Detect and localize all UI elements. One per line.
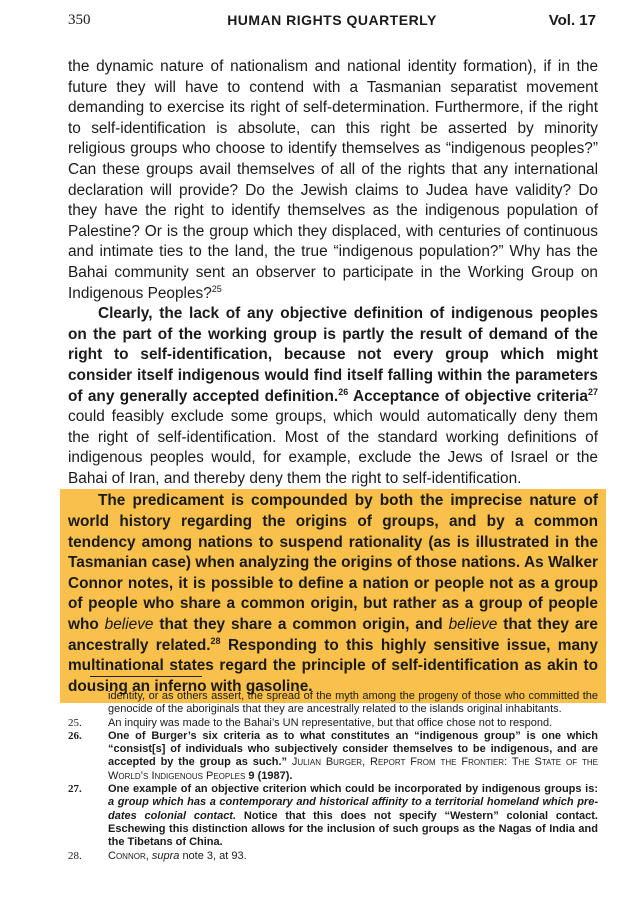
emphasis-believe-2: believe [448, 616, 498, 634]
footnote-ref-27[interactable]: 27 [587, 386, 598, 397]
paragraph-3 [68, 491, 598, 697]
running-header [68, 12, 596, 34]
paragraph-2-bold-text: Clearly, the lack of any objective definition of indigenous peoples on the part of the working group is partly the result of demand of the right to self-identification, because not every group which might consider itself indigenous would find itself falling within the parameters of any generally accepted definition. [68, 305, 598, 405]
paragraph-1-text: the dynamic nature of nationalism and national identity formation), if in the future they will have to contend with a Tasmanian separatist movement demanding to exercise its right of self-determination. Furthermore, if the right to self-identification is absolute, can this right be asserted by minority religious groups who choose to identify themselves as “indigenous peoples?” Can these groups avail themselves of all of the rights that any international declaration will provide? Do the Jewish claims to Judea have validity? Do they have the right to identify themselves as the indigenous population of Palestine? Or is the group which they displaced, with centuries of continuous and intimate ties to the land, the true “indigenous population?” Why has the Bahai community sent an observer to participate in the Working Group on Indigenous Peoples? [68, 58, 598, 302]
footnote-number: 25. [68, 716, 82, 729]
footnote-emphasis: a group which has a contemporary and historical affinity to a territorial homeland which pre-dates colonial contact. [108, 796, 598, 822]
footnote-text: One example of an objective criterion which could be incorporated by indigenous groups is: [108, 783, 598, 796]
footnote-ref-28[interactable]: 28 [210, 635, 221, 646]
paragraph-1 [68, 57, 598, 304]
footnote-text-2: Notice that this does not specify “Western” colonial contact. Eschewing this distinction allows for the inclusion of such groups as the Nagas of India and the Tibetans of China. [108, 809, 598, 849]
footnote-27 [68, 783, 598, 849]
paragraph-3-text-c: that they are ancestrally related. [68, 616, 598, 654]
citation-detail: note 3, at 93. [182, 849, 247, 862]
paragraph-3-text-a: The predicament is compounded by both the imprecise nature of world history regarding the origins of groups, and by a common tendency among nations to suspend rationality (as is illustrated in the Tasmanian case) when analyzing the origins of those nations. As Walker Connor notes, it is possible to define a nation or people not as a group of people who share a common origin, but rather as a group of people who [68, 492, 598, 634]
citation-source: Julian Burger, Report From the Frontier: The State of the World’s Indigenous Peoples [108, 756, 598, 782]
paragraph-2-bold-text-2: Acceptance of objective criteria [353, 387, 588, 405]
paragraph-3-text-d: Responding to this highly sensitive issue, many multinational states regard the principle of self-identification as akin to dousing an inferno with gasoline. [68, 636, 598, 695]
footnote-text: One of Burger’s six criteria as to what constitutes an “indigenous group” is one which “consist[s] of individuals who subjectively consider themselves to be indigenous, and are accepted by the group as such.” [108, 729, 598, 769]
footnote-continuation [68, 690, 598, 717]
volume-label: Vol. 17 [548, 12, 596, 29]
body-text [68, 57, 598, 703]
emphasis-believe-1: believe [104, 616, 154, 634]
citation-detail: 9 (1987). [248, 769, 293, 782]
footnote-ref-25[interactable]: 25 [211, 283, 222, 294]
paragraph-3-text-b: that they share a common origin, and [159, 616, 443, 634]
footnote-ref-26[interactable]: 26 [338, 386, 349, 397]
journal-title: HUMAN RIGHTS QUARTERLY [227, 12, 437, 28]
footnote-number: 27. [68, 783, 82, 796]
citation-author: Connor, [108, 849, 149, 862]
highlighted-passage [60, 489, 606, 703]
footnote-continuation-text: identity, or as others assert, the spread of the myth among the progeny of those who committed the genocide of the aboriginals that they are ancestrally related to the islands original inhabitants. [108, 690, 598, 716]
footnotes [68, 690, 598, 863]
footnote-divider [90, 676, 202, 677]
footnote-26 [68, 730, 598, 783]
paragraph-2-text: could feasibly exclude some groups, which would automatically deny them the right of self-identification. Most of the standard working definitions of indigenous peoples would, for example, exclude the Jews of Israel or the Bahai of Iran, and thereby deny them the right to self-identification. [68, 408, 598, 487]
footnote-28 [68, 850, 598, 863]
citation-supra: supra [151, 849, 180, 862]
footnote-number: 26. [68, 729, 82, 742]
footnote-text: An inquiry was made to the Bahai’s UN representative, but that office chose not to respond. [108, 716, 553, 729]
paragraph-2 [68, 304, 598, 489]
footnote-number: 28. [68, 849, 82, 862]
page-number: 350 [68, 12, 91, 28]
footnote-25 [68, 717, 598, 730]
